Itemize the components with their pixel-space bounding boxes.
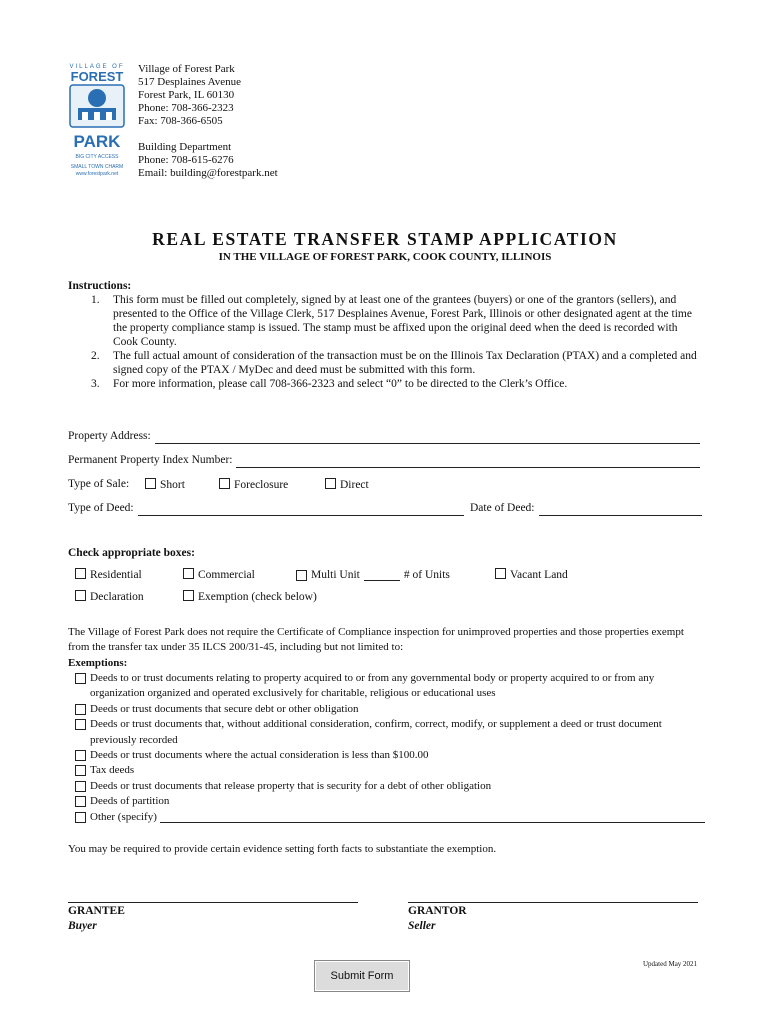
exemption-item[interactable]: Deeds to or trust documents relating to property acquired to or from any governmental body or property acquired to or from any organization organized and operated exclusively for charitable, religious or educational uses [75, 671, 705, 702]
logo-word-forest: FOREST [70, 69, 124, 84]
pin-input[interactable] [236, 454, 700, 468]
sale-direct-checkbox[interactable] [325, 478, 336, 489]
submit-form-button[interactable]: Submit Form [314, 960, 410, 992]
instructions [68, 279, 698, 391]
exemption-checkbox[interactable] [75, 673, 86, 684]
dept-phone: Phone: 708-615-6276 [138, 154, 234, 166]
property-address-row [68, 430, 700, 444]
residential-checkbox[interactable] [75, 568, 86, 579]
exemptions-intro: The Village of Forest Park does not require the Certificate of Compliance inspection for unimproved properties and those properties exempt from the transfer tax under 35 ILCS 200/31-45, including but not limited to: Exemptions: [68, 625, 700, 671]
exemption-checkbox[interactable] [75, 704, 86, 715]
type-of-sale-label: Type of Sale: [68, 478, 130, 490]
exemption-checkbox[interactable] [183, 590, 194, 601]
pin-label: Permanent Property Index Number: [68, 454, 233, 466]
exemption-item[interactable]: Deeds or trust documents that secure debt or other obligation [75, 702, 705, 717]
grantee-label: GRANTEE [68, 905, 125, 917]
instruction-item: 1. This form must be filled out completely, signed by at least one of the grantees (buyers) or one of the grantors (sellers), and presented to the Office of the Village Clerk, 517 Desplaines Avenue, Forest Park, Illinois or other designated agent at the time the property compliance stamp is issued. The stamp must be affixed upon the original deed when the deed is recorded with Cook County. [91, 294, 692, 348]
sale-foreclosure-checkbox[interactable] [219, 478, 230, 489]
property-address-label: Property Address: [68, 430, 151, 442]
exemption-checkbox[interactable] [75, 781, 86, 792]
instructions-heading: Instructions: [68, 280, 132, 292]
contact-block [138, 63, 278, 180]
contact-city: Forest Park, IL 60130 [138, 89, 235, 101]
multi-unit-checkbox[interactable] [296, 570, 307, 581]
sale-short-checkbox[interactable] [145, 478, 156, 489]
type-of-deed-input[interactable] [138, 502, 464, 516]
logo-emblem-icon [66, 84, 128, 128]
page-title: REAL ESTATE TRANSFER STAMP APPLICATION [152, 229, 618, 249]
dept-name: Building Department [138, 141, 232, 153]
type-of-deed-row [68, 502, 464, 516]
check-boxes-heading: Check appropriate boxes: [68, 547, 195, 559]
sale-direct-option[interactable]: Direct [325, 478, 369, 491]
seller-label: Seller [408, 920, 436, 932]
exemptions-list [75, 671, 705, 825]
exemption-item[interactable]: Tax deeds [75, 763, 705, 778]
evidence-note: You may be required to provide certain evidence setting forth facts to substantiate the exemption. [68, 843, 497, 855]
logo-url: www.forestpark.net [75, 171, 119, 177]
contact-fax: Fax: 708-366-6505 [138, 115, 223, 127]
instruction-item: 3. For more information, please call 708-366-2323 and select “0” to be directed to the Clerk’s Office. [91, 378, 568, 390]
contact-phone: Phone: 708-366-2323 [138, 102, 234, 114]
commercial-checkbox[interactable] [183, 568, 194, 579]
instruction-item: 2. The full actual amount of consideration of the transaction must be on the Illinois Tax Declaration (PTAX) and a completed and signed copy of the PTAX / MyDec and deed must be submitted with this form. [91, 350, 697, 376]
type-of-sale-row [68, 478, 129, 490]
exemption-checkbox[interactable] [75, 796, 86, 807]
date-of-deed-input[interactable] [539, 502, 703, 516]
village-logo [66, 64, 128, 198]
contact-street: 517 Desplaines Avenue [138, 76, 242, 88]
multi-unit-option[interactable]: Multi Unit # of Units [296, 568, 450, 581]
contact-name: Village of Forest Park [138, 63, 235, 75]
vacant-land-checkbox[interactable] [495, 568, 506, 579]
updated-note: Updated May 2021 [643, 960, 698, 968]
exemption-item[interactable]: Deeds or trust documents where the actual consideration is less than $100.00 [75, 748, 705, 763]
units-input[interactable] [364, 568, 400, 581]
pin-row [68, 454, 700, 468]
declaration-checkbox[interactable] [75, 590, 86, 601]
grantor-label: GRANTOR [408, 905, 467, 917]
dept-email: Email: building@forestpark.net [138, 167, 278, 179]
grantee-signature-line[interactable] [68, 902, 358, 903]
date-of-deed-row [470, 502, 702, 516]
property-address-input[interactable] [155, 430, 700, 444]
sale-short-option[interactable]: Short [145, 478, 185, 491]
commercial-option[interactable]: Commercial [183, 568, 255, 581]
vacant-land-option[interactable]: Vacant Land [495, 568, 568, 581]
sale-foreclosure-option[interactable]: Foreclosure [219, 478, 288, 491]
logo-tagline-2: SMALL TOWN CHARM [70, 164, 124, 170]
date-of-deed-label: Date of Deed: [470, 502, 535, 514]
exemption-checkbox[interactable] [75, 750, 86, 761]
logo-village-of: VILLAGE OF [69, 64, 125, 70]
logo-word-park: PARK [73, 132, 121, 151]
exemption-other-checkbox[interactable] [75, 812, 86, 823]
exemption-item[interactable]: Deeds or trust documents that, without additional consideration, confirm, correct, modify, or supplement a deed or trust document previously recorded [75, 717, 705, 748]
page-subtitle: IN THE VILLAGE OF FOREST PARK, COOK COUNTY, ILLINOIS [218, 251, 552, 263]
exemption-checkbox[interactable] [75, 719, 86, 730]
residential-option[interactable]: Residential [75, 568, 142, 581]
exemption-checkbox[interactable] [75, 765, 86, 776]
exemption-item[interactable]: Deeds of partition [75, 794, 705, 809]
exemption-other-item[interactable]: Other (specify) [75, 810, 705, 825]
exemption-option[interactable]: Exemption (check below) [183, 590, 317, 603]
exemptions-heading: Exemptions: [68, 656, 128, 669]
exemption-other-input[interactable] [160, 810, 705, 823]
type-of-deed-label: Type of Deed: [68, 502, 134, 514]
declaration-option[interactable]: Declaration [75, 590, 144, 603]
exemption-item[interactable]: Deeds or trust documents that release property that is security for a debt of other obligation [75, 779, 705, 794]
logo-tagline-1: BIG CITY ACCESS [75, 154, 119, 160]
grantor-signature-line[interactable] [408, 902, 698, 903]
buyer-label: Buyer [68, 920, 97, 932]
